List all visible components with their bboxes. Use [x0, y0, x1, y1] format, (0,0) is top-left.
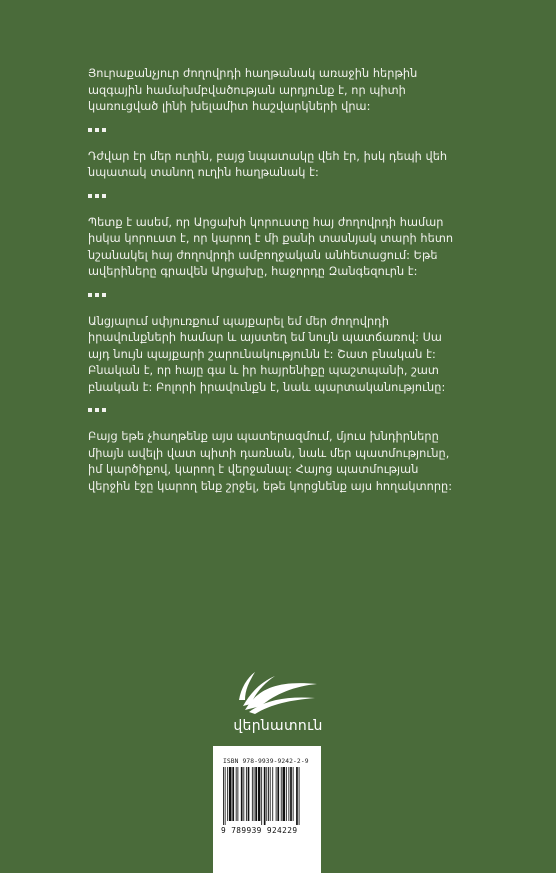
quote-paragraph-1: Յուրաքանչյուր ժողովրդի հաղթանակ առաջին հերթին ազգային համախմբվածության արդյունք է, որ պիտի կառուցված լինի խելամիտ հաշվարկների վրա: [88, 67, 418, 113]
section-separator [88, 290, 488, 300]
barcode-bar [268, 767, 269, 821]
barcode-bar [276, 767, 277, 821]
barcode-bar [264, 767, 266, 825]
barcode-bar [254, 767, 255, 821]
barcode-bar [293, 767, 294, 821]
barcode-bar [237, 767, 238, 821]
barcode [223, 767, 311, 825]
barcode-bar [299, 767, 300, 825]
barcode-bar [296, 767, 298, 825]
barcode-bar [283, 767, 286, 821]
barcode-bar [290, 767, 292, 821]
barcode-bar [281, 767, 282, 821]
quote-paragraph-5: Բայց եթե չհաղթենք այս պատերազմում, մյուս խնդիրները միայն ավելի վատ պիտի դառնան, նաև մեր պատմությունը, իմ կարծիքով, կարող է վերջանալ: Հայոց պատմության վերջին էջը կարող ենք շրջել, եթե կորցնենք այս հողակտորը: [88, 430, 453, 493]
quote-paragraph-2: Դժվար էր մեր ուղին, բայց նպատակը վեհ էր, իսկ դեպի վեհ նպատակ տանող ուղին հաղթանակ է: [88, 149, 448, 179]
section-separator [88, 191, 488, 201]
barcode-bar [252, 767, 253, 821]
barcode-bar [236, 767, 237, 821]
quote-paragraph-3: Պետք է ասեմ, որ Արցախի կորուստը հայ ժողովրդի համար իսկա կորուստ է, որ կարող է մի քանի տասնյակ տարի հետո նշանակել հայ ժողովրդի ամբողջական անհետացում: Եթե ավերիները գրավեն Արցախը, հաջորդը Զանգեզուրն է: [88, 215, 454, 278]
barcode-bar [272, 767, 273, 821]
barcode-bar [266, 767, 267, 821]
barcode-bar [258, 767, 261, 821]
barcode-bar [261, 767, 262, 825]
barcode-bar [248, 767, 250, 821]
isbn-digits: 9 789939 924229 [221, 826, 298, 835]
barcode-bar [227, 767, 228, 821]
feather-leaf-icon [235, 670, 321, 716]
barcode-bar [288, 767, 289, 821]
isbn-label: ISBN 978-9939-9242-2-9 [223, 758, 309, 765]
barcode-bar [229, 767, 232, 821]
blurb-text [88, 66, 488, 495]
publisher-name: վերնատուն [233, 718, 323, 734]
quote-paragraph-4: Անցյալում սփյուռքում պայքարել եմ մեր ժողովրդի իրավունքների համար և այստեղ եմ նույն պատճառով: Սա այդ նույն պայքարի շարունակությունն է: Շատ բնական է: Բնական է, որ հայը գա և իր հայրենիքը պաշտպանի, շատ բնական է: Բոլորի իրավունքն է, նաև պարտականությունը: [88, 314, 446, 394]
barcode-bar [241, 767, 243, 821]
barcode-bar [232, 767, 234, 821]
barcode-bar [243, 767, 244, 821]
barcode-bar [223, 767, 224, 825]
barcode-bar [286, 767, 287, 821]
barcode-bar [277, 767, 279, 821]
barcode-panel [213, 746, 321, 873]
barcode-bar [255, 767, 257, 821]
publisher-logo [218, 670, 338, 734]
section-separator [88, 125, 488, 135]
barcode-bar [270, 767, 271, 821]
section-separator [88, 405, 488, 415]
barcode-bar [225, 767, 226, 825]
barcode-bar [246, 767, 247, 821]
